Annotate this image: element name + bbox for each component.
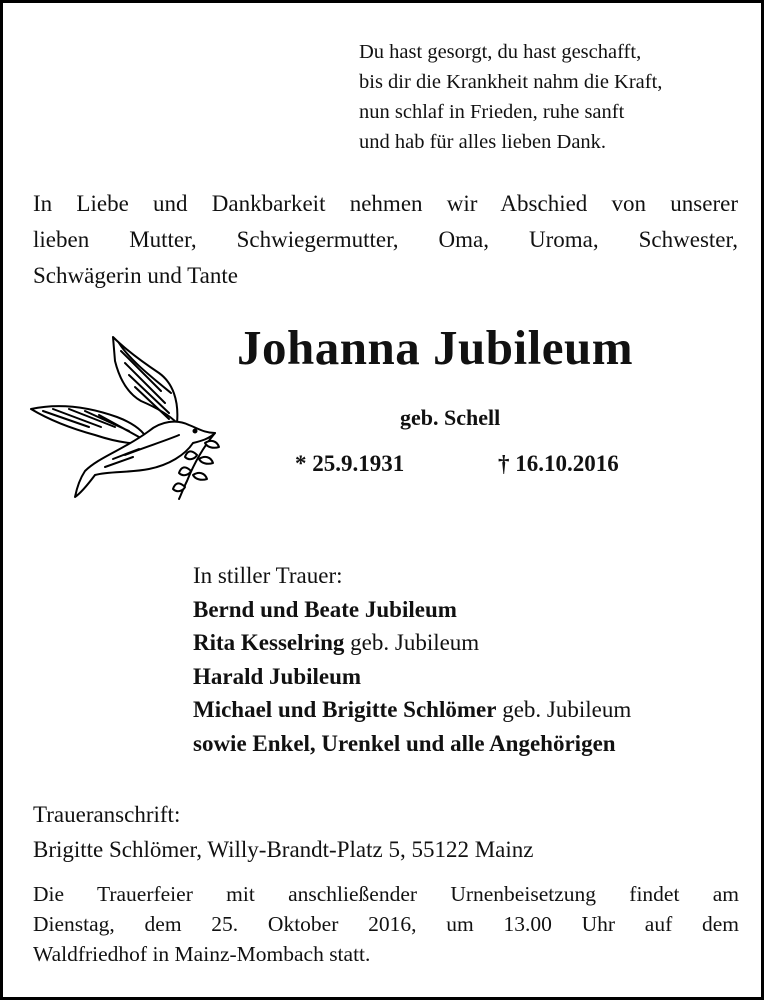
mourning-address: [33, 797, 533, 867]
mourner-line: [193, 727, 631, 761]
mourner-maiden: geb. Jubileum: [496, 697, 632, 722]
funeral-service-info: [33, 879, 739, 969]
mourner-line: [193, 626, 631, 660]
mourner-maiden: geb. Jubileum: [344, 630, 480, 655]
deceased-name: Johanna Jubileum: [237, 320, 634, 375]
maiden-name: geb. Schell: [400, 405, 501, 430]
address-value: Brigitte Schlömer, Willy-Brandt-Platz 5, 55122 Mainz: [33, 837, 534, 862]
mourner-line: [193, 660, 631, 694]
address-label: Traueranschrift:: [33, 802, 181, 827]
mourner-name: Rita Kesselring: [193, 630, 345, 655]
intro-line: lieben Mutter, Schwiegermutter, Oma, Uroma, Schwester,: [33, 227, 738, 252]
intro-text: [33, 186, 738, 294]
dove-icon: [29, 331, 225, 501]
service-line: Waldfriedhof in Mainz-Mombach statt.: [33, 942, 371, 966]
poem-line: und hab für alles lieben Dank.: [359, 131, 607, 153]
poem-line: Du hast gesorgt, du hast geschafft,: [359, 41, 642, 63]
mourner-name: Harald Jubileum: [193, 663, 362, 689]
mourners-heading: In stiller Trauer:: [193, 563, 343, 588]
birth-date: * 25.9.1931: [295, 451, 405, 476]
intro-line: In Liebe und Dankbarkeit nehmen wir Abschied von unserer: [33, 191, 738, 216]
intro-line: Schwägerin und Tante: [33, 263, 238, 288]
poem-line: nun schlaf in Frieden, ruhe sanft: [359, 101, 625, 123]
service-line: Die Trauerfeier mit anschließender Urnenbeisetzung findet am: [33, 882, 739, 906]
mourner-line: [193, 593, 631, 627]
poem-line: bis dir die Krankheit nahm die Kraft,: [359, 71, 663, 93]
mourner-line: [193, 693, 631, 727]
death-date: † 16.10.2016: [498, 451, 619, 476]
service-line: Dienstag, dem 25. Oktober 2016, um 13.00 Uhr auf dem: [33, 912, 739, 936]
mourner-name: sowie Enkel, Urenkel und alle Angehörigen: [193, 730, 616, 756]
mourners-list: [193, 559, 631, 760]
mourner-name: Bernd und Beate Jubileum: [193, 596, 457, 622]
poem: [359, 37, 662, 157]
mourner-name: Michael und Brigitte Schlömer: [193, 697, 497, 722]
